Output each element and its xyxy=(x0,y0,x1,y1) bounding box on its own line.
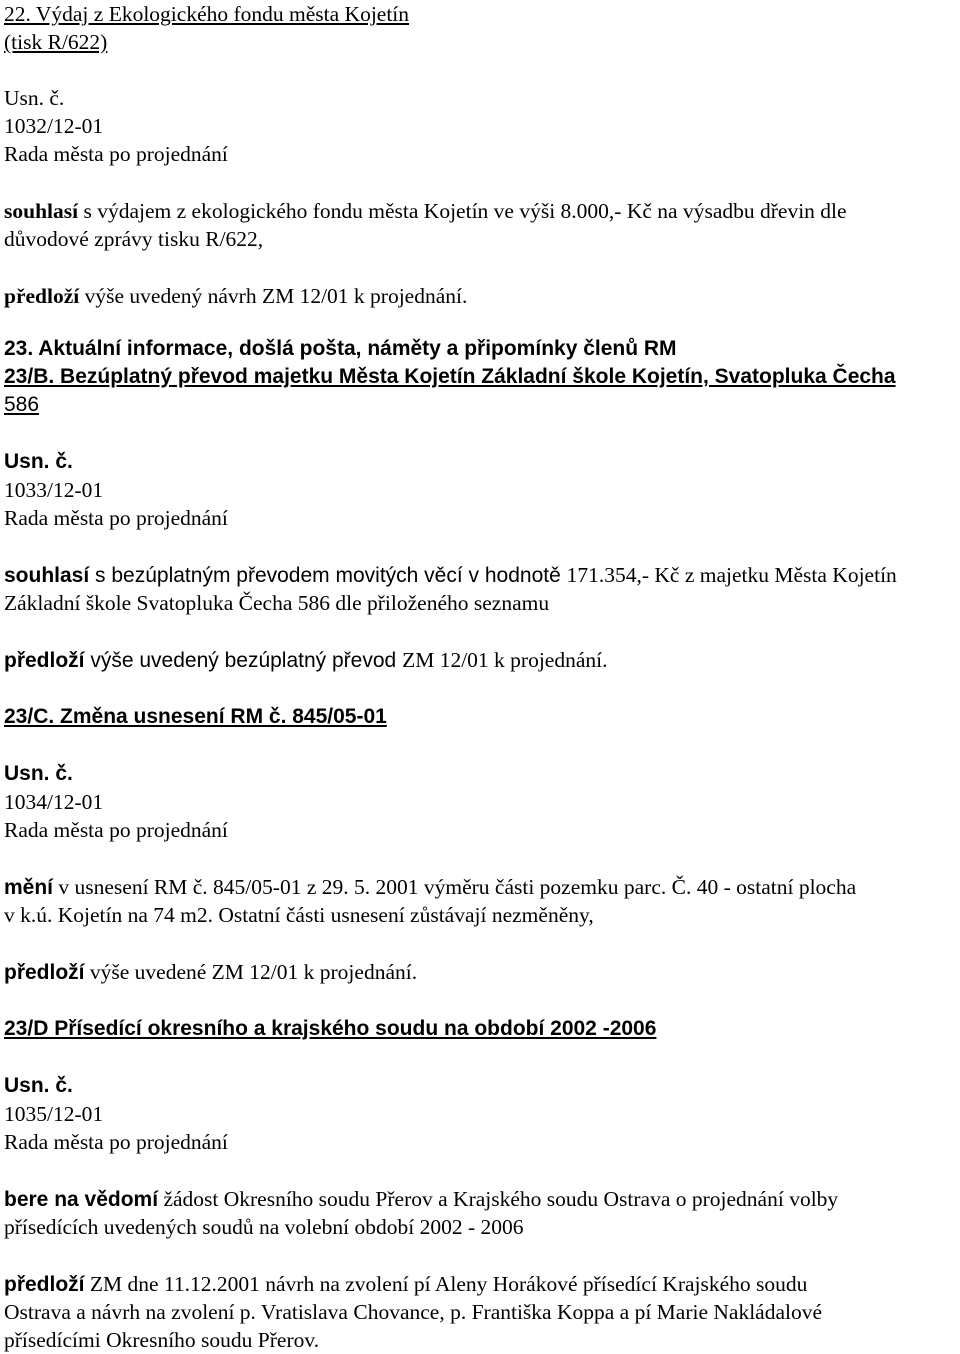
resolution-paragraph-continued: důvodové zprávy tisku R/622, xyxy=(4,227,264,251)
resolution-verb: předloží xyxy=(4,1273,85,1296)
section-title-continued: 586 xyxy=(4,393,40,416)
resolution-number: 1034/12-01 xyxy=(4,790,104,814)
resolution-verb: předloží xyxy=(4,284,80,308)
resolution-text: v usnesení RM č. 845/05-01 z 29. 5. 2001 výměru části pozemku parc. Č. 40 - ostatní plocha xyxy=(53,875,857,899)
resolution-paragraph xyxy=(4,197,956,225)
section-title: 23/C. Změna usnesení RM č. 845/05-01 xyxy=(4,705,387,728)
council-heading: Rada města po projednání xyxy=(4,1130,228,1154)
resolution-label: Usn. č. xyxy=(4,1074,73,1097)
council-heading: Rada města po projednání xyxy=(4,142,228,166)
resolution-verb: souhlasí xyxy=(4,199,79,223)
resolution-label: Usn. č. xyxy=(4,762,73,785)
section-title: 23/D Přísedící okresního a krajského soudu na období 2002 -2006 xyxy=(4,1017,657,1040)
section-23d xyxy=(4,1015,956,1354)
section-title-continued: (tisk R/622) xyxy=(4,30,108,54)
resolution-verb: souhlasí xyxy=(4,564,90,587)
resolution-paragraph-continued: v k.ú. Kojetín na 74 m2. Ostatní části usnesení zůstávají nezměněny, xyxy=(4,903,594,927)
resolution-paragraph xyxy=(4,561,956,589)
section-23b xyxy=(4,363,956,674)
section-23c xyxy=(4,703,956,986)
council-heading: Rada města po projednání xyxy=(4,818,228,842)
resolution-label: Usn. č. xyxy=(4,450,73,473)
resolution-paragraph xyxy=(4,646,956,674)
resolution-verb: předloží xyxy=(4,961,85,984)
resolution-label: Usn. č. xyxy=(4,86,65,110)
resolution-verb: předloží xyxy=(4,649,85,672)
resolution-paragraph xyxy=(4,873,956,901)
resolution-paragraph xyxy=(4,958,956,986)
section-22 xyxy=(4,0,956,310)
resolution-text: 171.354,- Kč z majetku Města Kojetín xyxy=(566,563,897,587)
resolution-paragraph xyxy=(4,282,956,310)
resolution-text: s bezúplatným převodem movitých věcí v hodnotě xyxy=(89,564,567,587)
resolution-paragraph-continued: Základní škole Svatopluka Čecha 586 dle přiloženého seznamu xyxy=(4,591,550,615)
resolution-verb: bere na vědomí xyxy=(4,1188,159,1211)
resolution-paragraph-continued: Ostrava a návrh na zvolení p. Vratislava Chovance, p. Františka Koppa a pí Marie Nakládalové xyxy=(4,1300,823,1324)
resolution-text: žádost Okresního soudu Přerov a Krajského soudu Ostrava o projednání volby xyxy=(158,1187,839,1211)
section-title: 22. Výdaj z Ekologického fondu města Kojetín xyxy=(4,2,410,26)
resolution-text: ZM dne 11.12.2001 návrh na zvolení pí Aleny Horákové přísedící Krajského soudu xyxy=(84,1272,808,1296)
council-heading: Rada města po projednání xyxy=(4,506,228,530)
resolution-paragraph-continued: přísedícími Okresního soudu Přerov. xyxy=(4,1328,320,1352)
section-title: 23/B. Bezúplatný převod majetku Města Kojetín Základní škole Kojetín, Svatopluka Čecha xyxy=(4,365,896,388)
resolution-paragraph-continued: přísedících uvedených soudů na volební období 2002 - 2006 xyxy=(4,1215,524,1239)
resolution-text: ZM 12/01 k projednání. xyxy=(402,648,608,672)
resolution-text: výše uvedený bezúplatný převod xyxy=(84,649,403,672)
resolution-number: 1035/12-01 xyxy=(4,1102,104,1126)
resolution-paragraph xyxy=(4,1270,956,1298)
resolution-text: výše uvedené ZM 12/01 k projednání. xyxy=(84,960,418,984)
document-page xyxy=(4,0,956,1354)
resolution-number: 1032/12-01 xyxy=(4,114,104,138)
resolution-number: 1033/12-01 xyxy=(4,478,104,502)
resolution-text: výše uvedený návrh ZM 12/01 k projednání. xyxy=(79,284,468,308)
section-23-title: 23. Aktuální informace, došlá pošta, náměty a připomínky členů RM xyxy=(4,337,677,360)
resolution-paragraph xyxy=(4,1185,956,1213)
resolution-text: s výdajem z ekologického fondu města Kojetín ve výši 8.000,- Kč na výsadbu dřevin dle xyxy=(78,199,847,223)
resolution-verb: mění xyxy=(4,876,54,899)
